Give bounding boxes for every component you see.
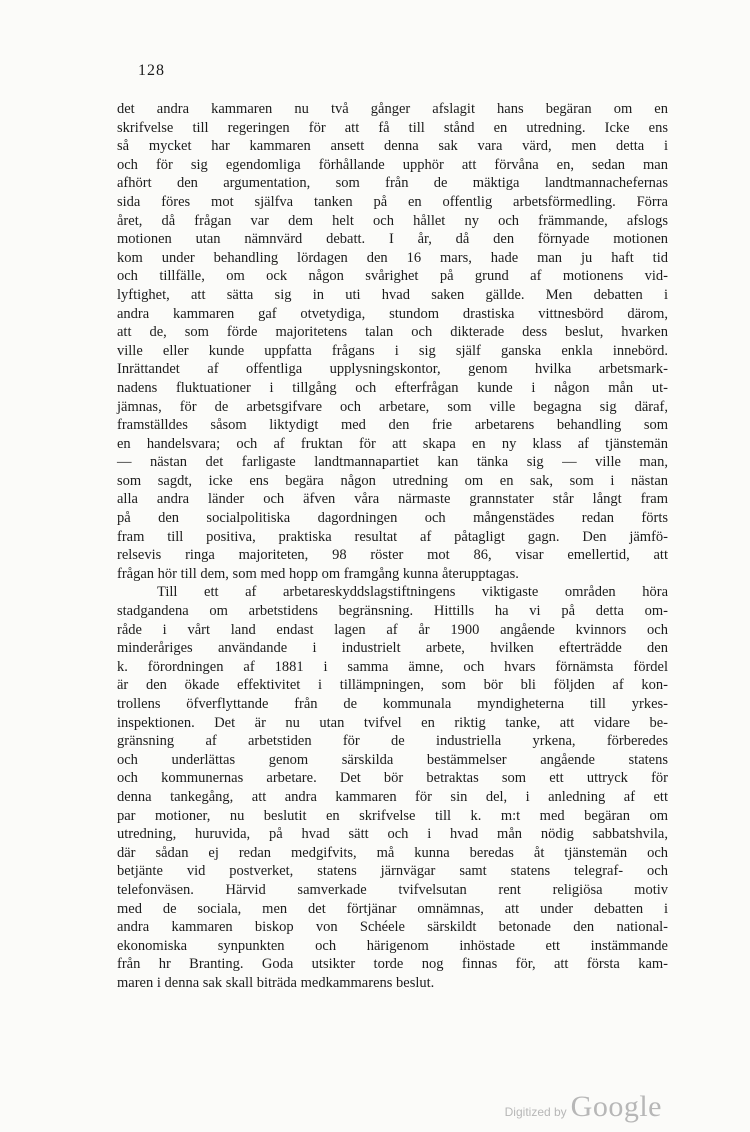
- text-line: fram till positiva, praktiska resultat af påtagligt gagn. Den jämfö-: [117, 528, 668, 545]
- text-line: råde i vårt land endast lagen af år 1900 angående kvinnors och: [117, 621, 668, 638]
- text-line: och för sig egendomliga förhållande upphör att förvåna en, sedan man: [117, 156, 668, 173]
- text-line: som sagdt, icke ens begära någon utredning om en sak, som i nästan: [117, 472, 668, 489]
- digitized-by-google-watermark: [505, 1090, 662, 1124]
- text-line: minderåriges användande i industrielt arbete, hvilken efterträdde den: [117, 640, 668, 657]
- text-line: så mycket har kammaren ansett denna sak vara värd, men detta i: [117, 138, 668, 155]
- text-line: ville eller kunde uppfatta frågans i sig själf ganska enkla innebörd.: [117, 342, 668, 359]
- page-number: 128: [138, 62, 165, 79]
- text-line: k. förordningen af 1881 i samma ämne, och hvars förnämsta fördel: [117, 658, 668, 675]
- text-line: trollens öfverflyttande från de kommunala myndigheterna till yrkes-: [117, 696, 668, 712]
- text-line: skrifvelse till regeringen för att få till stånd en utredning. Icke ens: [117, 119, 668, 136]
- text-line: där sådan ej redan medgifvits, må kunna beredas åt tjänstemän och: [117, 844, 668, 861]
- paragraph: [117, 100, 668, 583]
- text-line: det andra kammaren nu två gånger afslagit hans begäran om en: [117, 101, 668, 117]
- text-line: betjänte vid postverket, statens järnvägar samt statens telegraf- och: [117, 863, 668, 880]
- paragraph: [117, 583, 668, 992]
- text-line: maren i denna sak skall biträda medkammarens beslut.: [117, 974, 435, 991]
- watermark-prefix: Digitized by: [504, 1105, 567, 1119]
- text-line: lyftighet, att sätta sig in uti hvad saken gällde. Men debatten i: [117, 286, 668, 303]
- text-line: relsevis ringa majoriteten, 98 röster mot 86, visar emellertid, att: [117, 547, 668, 564]
- google-logo: Google: [570, 1090, 662, 1123]
- text-line: framställdes såsom liktydigt med den frie arbetarens behandling som: [117, 417, 668, 434]
- text-line: inspektionen. Det är nu utan tvifvel en riktig tanke, att vidare be-: [117, 714, 668, 731]
- text-line: stadgandena om arbetstidens begränsning. Hittills ha vi på detta om-: [117, 603, 668, 620]
- text-line: gränsning af arbetstiden för de industriella yrkena, förberedes: [117, 733, 668, 750]
- text-line: med de sociala, men det förtjänar omnämnas, att under debatten i: [117, 900, 668, 917]
- text-line: Inrättandet af offentliga upplysningskontor, genom hvilka arbetsmark-: [117, 361, 668, 378]
- text-line: en handelsvara; och af fruktan för att skapa en ny klass af tjänstemän: [117, 435, 668, 452]
- text-line: sida föres mot själfva tanken på en offentlig arbetsförmedling. Förra: [117, 193, 668, 210]
- text-line: andra kammaren biskop von Schéele särskildt betonade den national-: [117, 919, 668, 936]
- text-line: motionen utan nämnvärd debatt. I år, då den förnyade motionen: [117, 231, 668, 248]
- text-line: — nästan det farligaste landtmannapartiet kan tänka sig — ville man,: [117, 454, 668, 471]
- text-line: alla andra länder och äfven våra närmaste grannstater står långt fram: [117, 491, 668, 508]
- text-line: telefonväsen. Härvid samverkade tvifvelsutan rent religiösa motiv: [117, 881, 668, 898]
- text-line: jämnas, för de arbetsgifvare och arbetare, som ville begagna sig däraf,: [117, 398, 668, 415]
- text-line: nadens fluktuationer i tillgång och efterfrågan kunde i någon mån ut-: [117, 379, 668, 396]
- text-line: frågan hör till dem, som med hopp om framgång kunna återupptagas.: [117, 565, 519, 582]
- text-line: från hr Branting. Goda utsikter torde nog finnas för, att första kam-: [117, 956, 668, 973]
- text-line: och tillfälle, om ock någon svårighet på grund af motionens vid-: [117, 268, 668, 285]
- text-line: par motioner, nu beslutit en skrifvelse till k. m:t med begäran om: [117, 807, 668, 824]
- text-line: afhört den argumentation, som från de mäktiga landtmannachefernas: [117, 175, 668, 192]
- text-line: Till ett af arbetareskyddslagstiftningens viktigaste områden höra: [157, 584, 668, 601]
- text-line: denna tankegång, att andra kammaren för sin del, i anledning af ett: [117, 788, 668, 805]
- text-line: kom under behandling lördagen den 16 mars, hade man ju haft tid: [117, 249, 668, 266]
- body-text: [117, 100, 668, 993]
- text-line: att de, som förde majoritetens talan och dikterade dess beslut, hvarken: [117, 324, 668, 341]
- text-line: andra kammaren gaf otvetydiga, stundom drastiska vittnesbörd därom,: [117, 305, 668, 322]
- text-line: och kommunernas arbetare. Det bör betraktas som ett uttryck för: [117, 770, 668, 787]
- text-line: ekonomiska synpunkten och härigenom inhöstade ett instämmande: [117, 937, 668, 954]
- text-line: året, då frågan var dem helt och hållet ny och främmande, afslogs: [117, 212, 668, 229]
- text-line: och underlättas genom särskilda bestämmelser angående statens: [117, 751, 668, 768]
- text-line: är den ökade effektivitet i tillämpningen, som bör bli följden af kon-: [117, 677, 668, 694]
- text-line: utredning, huruvida, på hvad sätt och i hvad mån nödig sabbatshvila,: [117, 826, 668, 843]
- text-line: på den socialpolitiska dagordningen och mångenstädes redan förts: [117, 510, 668, 527]
